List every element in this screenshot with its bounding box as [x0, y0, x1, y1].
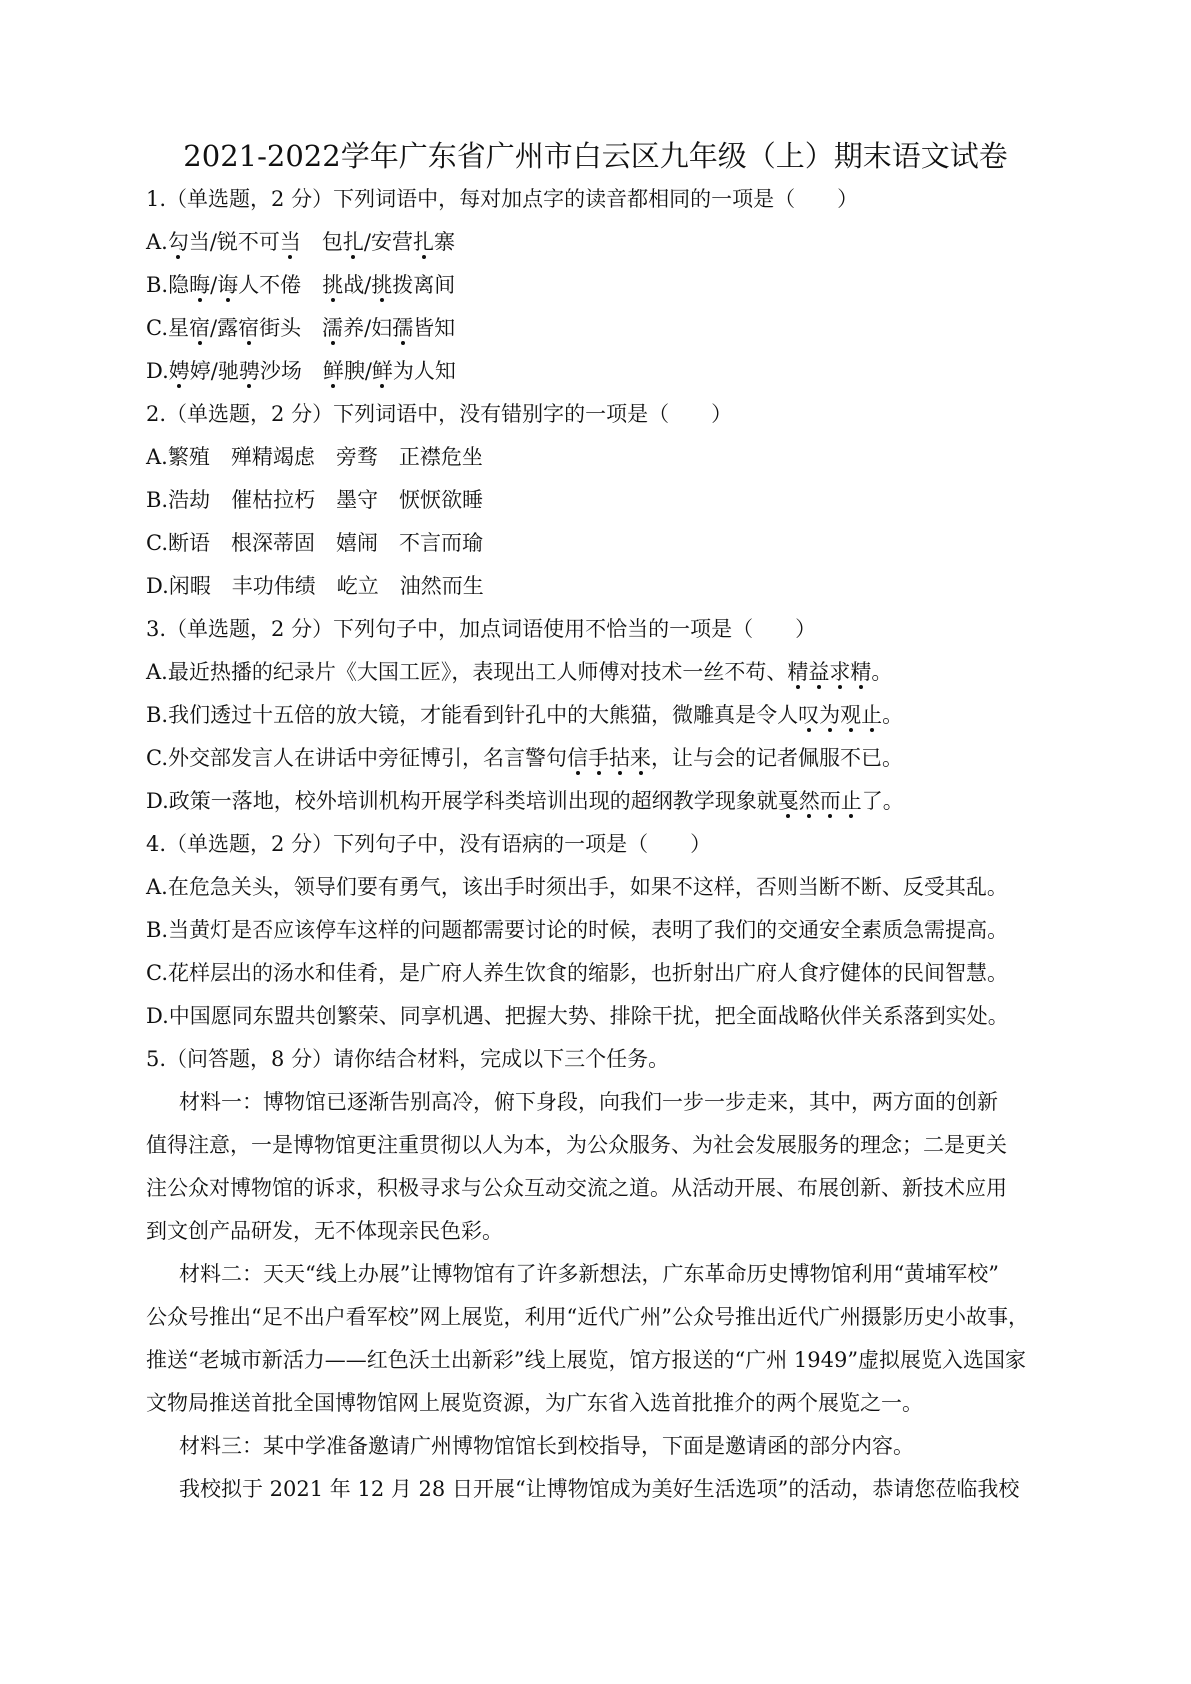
- material-text: 到文创产品研发，无不体现亲民色彩。: [146, 1219, 503, 1243]
- emphasized-char: 来: [630, 746, 651, 770]
- material-line: [146, 1425, 1046, 1468]
- option-text: C.星: [146, 316, 189, 340]
- emphasized-char: 然: [798, 789, 820, 813]
- option-text: 。: [882, 703, 904, 727]
- option-text: /安营: [363, 230, 413, 254]
- option-text: 拨离间: [392, 273, 456, 297]
- option-text: 。: [871, 660, 893, 684]
- option-text: 包: [300, 230, 343, 254]
- emphasized-char: 娉: [168, 359, 190, 383]
- option-text: D.: [146, 359, 169, 383]
- question-stem-text: 4.（单选题，2 分）下列句子中，没有语病的一项是（ ）: [146, 832, 712, 856]
- option-line: [146, 694, 1046, 737]
- option-line: [146, 909, 1046, 952]
- option-text: 为人知: [392, 359, 456, 383]
- option-line: [146, 479, 1046, 522]
- question-stem: [146, 1038, 1046, 1081]
- option-text: ，让与会的记者佩服不已。: [651, 746, 903, 770]
- emphasized-char: 精: [787, 660, 809, 684]
- emphasized-char: 信: [567, 746, 588, 770]
- option-text: 了。: [861, 789, 904, 813]
- option-text: 寨: [434, 230, 455, 254]
- question-stem-text: 5.（问答题，8 分）请你结合材料，完成以下三个任务。: [146, 1047, 670, 1071]
- material-line: [146, 1253, 1046, 1296]
- option-text: B.: [146, 273, 169, 297]
- option-line: [146, 737, 1046, 780]
- emphasized-char: 挑: [322, 273, 344, 297]
- material-text: 材料二：天天“线上办展”让博物馆有了许多新想法，广东革命历史博物馆利用“黄埔军校”: [179, 1262, 999, 1286]
- emphasized-char: 手: [588, 746, 609, 770]
- option-text: D.中国愿同东盟共创繁荣、同享机遇、把握大势、排除干扰，把全面战略伙伴关系落到实处。: [146, 1004, 1009, 1028]
- option-line: [146, 866, 1046, 909]
- exam-title: 2021-2022学年广东省广州市白云区九年级（上）期末语文试卷: [183, 139, 1008, 173]
- emphasized-char: 而: [819, 789, 841, 813]
- material-line: [146, 1081, 1046, 1124]
- emphasized-char: 诲: [217, 273, 239, 297]
- material-line: [146, 1468, 1046, 1511]
- option-text: /: [210, 273, 218, 297]
- option-text: B.浩劫 催枯拉朽 墨守 恹恹欲睡: [146, 488, 484, 512]
- emphasized-char: 益: [808, 660, 830, 684]
- material-line: [146, 1124, 1046, 1167]
- emphasized-char: 止: [861, 703, 883, 727]
- emphasized-char: 拈: [609, 746, 630, 770]
- material-line: [146, 1167, 1046, 1210]
- emphasized-char: 求: [829, 660, 851, 684]
- emphasized-char: 为: [819, 703, 841, 727]
- emphasized-char: 鲜: [322, 359, 344, 383]
- emphasized-char: 濡: [322, 316, 344, 340]
- material-text: 材料一：博物馆已逐渐告别高冷，俯下身段，向我们一步一步走来，其中，两方面的创新: [179, 1090, 998, 1114]
- option-text: 养/妇: [343, 316, 393, 340]
- emphasized-char: 戛: [777, 789, 799, 813]
- emphasized-char: 孺: [392, 316, 414, 340]
- emphasized-char: 宿: [189, 316, 210, 340]
- emphasized-char: 扎: [413, 230, 434, 254]
- material-line: [146, 1382, 1046, 1425]
- option-text: A.在危急关头，领导们要有勇气，该出手时须出手，如果不这样，否则当断不断、反受其乱。: [146, 875, 1008, 899]
- option-text: 战/: [343, 273, 372, 297]
- material-line: [146, 1296, 1046, 1339]
- emphasized-char: 挑: [371, 273, 393, 297]
- emphasized-char: 叹: [798, 703, 820, 727]
- option-line: [146, 522, 1046, 565]
- option-line: [146, 780, 1046, 823]
- option-line: [146, 264, 1046, 307]
- material-text: 我校拟于 2021 年 12 月 28 日开展“让博物馆成为美好生活选项”的活动，恭请您莅临我校: [179, 1477, 1020, 1501]
- emphasized-char: 骋: [238, 359, 260, 383]
- question-stem: [146, 393, 1046, 436]
- option-text: D.政策一落地，校外培训机构开展学科类培训出现的超纲教学现象就: [146, 789, 778, 813]
- option-text: C.断语 根深蒂固 嬉闹 不言而瑜: [146, 531, 483, 555]
- option-line: [146, 995, 1046, 1038]
- exam-body: [146, 178, 1046, 1511]
- emphasized-char: 扎: [342, 230, 364, 254]
- option-text: C.外交部发言人在讲话中旁征博引，名言警句: [146, 746, 567, 770]
- material-text: 值得注意，一是博物馆更注重贯彻以人为本，为公众服务、为社会发展服务的理念；二是更关: [146, 1133, 1007, 1157]
- option-text: C.花样层出的汤水和佳肴，是广府人养生饮食的缩影，也折射出广府人食疗健体的民间智慧。: [146, 961, 1008, 985]
- material-line: [146, 1339, 1046, 1382]
- question-stem: [146, 608, 1046, 651]
- option-line: [146, 952, 1046, 995]
- question-stem-text: 3.（单选题，2 分）下列句子中，加点词语使用不恰当的一项是（ ）: [146, 617, 817, 641]
- option-text: 沙场: [259, 359, 323, 383]
- option-text: D.闲暇 丰功伟绩 屹立 油然而生: [146, 574, 484, 598]
- emphasized-char: 当: [279, 230, 301, 254]
- material-text: 材料三：某中学准备邀请广州博物馆馆长到校指导，下面是邀请函的部分内容。: [179, 1434, 914, 1458]
- option-line: [146, 436, 1046, 479]
- material-text: 文物局推送首批全国博物馆网上展览资源，为广东省入选首批推介的两个展览之一。: [146, 1391, 923, 1415]
- material-text: 推送“老城市新活力——红色沃土出新彩”线上展览，馆方报送的“广州 1949”虚拟展览入选国家: [146, 1348, 1027, 1372]
- option-line: [146, 565, 1046, 608]
- option-text: A.繁殖 殚精竭虑 旁骛 正襟危坐: [146, 445, 483, 469]
- option-text: A.最近热播的纪录片《大国工匠》，表现出工人师傅对技术一丝不苟、: [146, 660, 788, 684]
- question-stem-text: 1.（单选题，2 分）下列词语中，每对加点字的读音都相同的一项是（ ）: [146, 187, 859, 211]
- question-stem-text: 2.（单选题，2 分）下列词语中，没有错别字的一项是（ ）: [146, 402, 733, 426]
- option-text: 腴/: [343, 359, 372, 383]
- option-line: [146, 307, 1046, 350]
- option-text: 当/锐不可: [188, 230, 280, 254]
- option-text: 皆知: [413, 316, 456, 340]
- emphasized-char: 观: [840, 703, 862, 727]
- option-text: A.: [146, 230, 168, 254]
- question-stem: [146, 178, 1046, 221]
- option-text: 婷/驰: [189, 359, 239, 383]
- option-text: B.我们透过十五倍的放大镜，才能看到针孔中的大熊猫，微雕真是令人: [146, 703, 799, 727]
- material-line: [146, 1210, 1046, 1253]
- emphasized-char: 止: [840, 789, 862, 813]
- option-line: [146, 651, 1046, 694]
- emphasized-char: 鲜: [371, 359, 393, 383]
- material-text: 公众号推出“足不出户看军校”网上展览，利用“近代广州”公众号推出近代广州摄影历史小故事，: [146, 1305, 1029, 1329]
- emphasized-char: 精: [850, 660, 872, 684]
- emphasized-char: 晦: [189, 273, 211, 297]
- emphasized-char: 勾: [167, 230, 189, 254]
- option-text: B.当黄灯是否应该停车这样的问题都需要讨论的时候，表明了我们的交通安全素质急需提高。: [146, 918, 1009, 942]
- option-text: /露: [210, 316, 239, 340]
- option-line: [146, 350, 1046, 393]
- option-text: 人不倦: [238, 273, 323, 297]
- material-text: 注公众对博物馆的诉求，积极寻求与公众互动交流之道。从活动开展、布展创新、新技术应用: [146, 1176, 1007, 1200]
- question-stem: [146, 823, 1046, 866]
- option-text: 隐: [168, 273, 190, 297]
- option-line: [146, 221, 1046, 264]
- option-text: 街头: [259, 316, 323, 340]
- emphasized-char: 宿: [238, 316, 260, 340]
